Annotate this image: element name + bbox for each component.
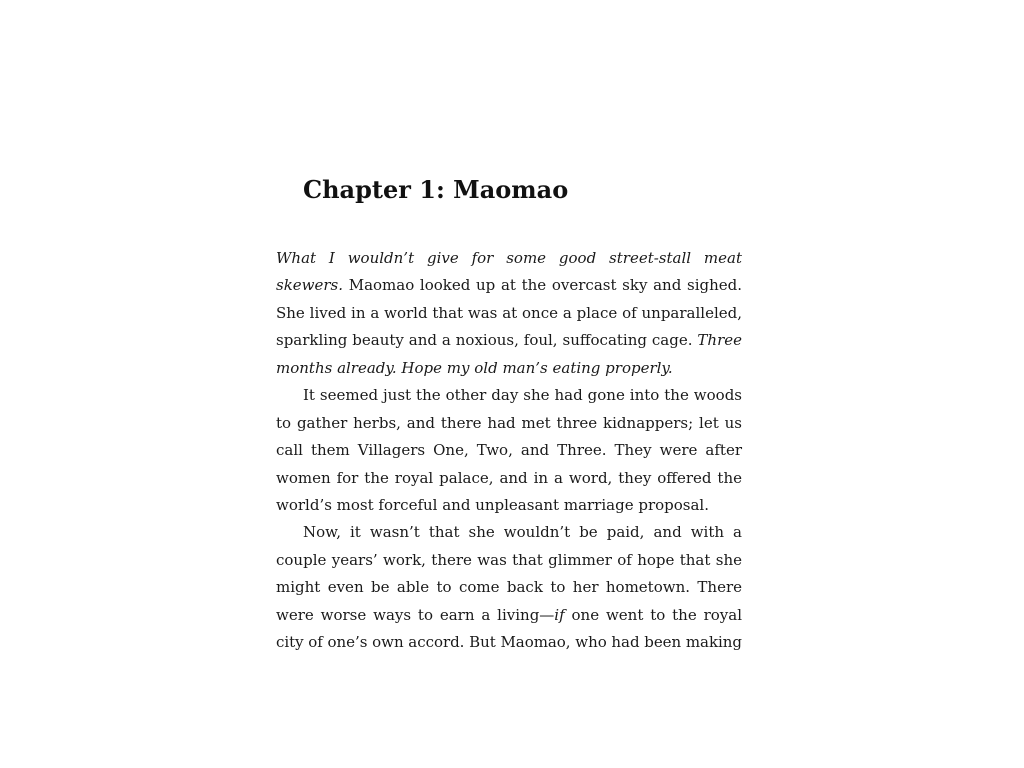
- text-run: Now, it wasn’t that she wouldn’t be paid, and with a: [303, 523, 742, 542]
- chapter-title: Chapter 1: Maomao: [303, 175, 569, 204]
- text-line: [276, 410, 742, 437]
- chapter-body: [276, 245, 742, 657]
- italic-text: skewers.: [276, 276, 344, 295]
- text-run: one went to the royal: [564, 605, 742, 624]
- text-run: call them Villagers One, Two, and Three. They were after: [276, 441, 742, 460]
- text-run: It seemed just the other day she had gone into the woods: [303, 386, 742, 405]
- italic-text: Three: [697, 331, 742, 350]
- text-line: [276, 382, 742, 409]
- text-line: [276, 629, 742, 656]
- text-line: [276, 492, 742, 519]
- paragraph: [276, 519, 742, 656]
- text-line: [276, 519, 742, 546]
- text-run: sparkling beauty and a noxious, foul, suffocating cage.: [276, 331, 698, 350]
- text-run: to gather herbs, and there had met three kidnappers; let us: [276, 413, 742, 432]
- paragraph: [276, 382, 742, 519]
- text-run: city of one’s own accord. But Maomao, who had been making: [276, 633, 742, 652]
- text-run: were worse ways to earn a living—: [276, 605, 555, 624]
- text-run: might even be able to come back to her hometown. There: [276, 578, 742, 597]
- text-line: [276, 327, 742, 354]
- italic-text: months already. Hope my old man’s eating properly.: [276, 358, 673, 377]
- italic-text: What I wouldn’t give for some good street-stall meat: [276, 249, 742, 267]
- text-run: world’s most forceful and unpleasant marriage proposal.: [276, 495, 709, 514]
- paragraph: [276, 245, 742, 382]
- italic-text: if: [554, 605, 565, 624]
- text-line: [276, 547, 742, 574]
- text-line: [276, 465, 742, 492]
- text-line: [276, 355, 742, 382]
- text-run: She lived in a world that was at once a place of unparalleled,: [276, 303, 742, 322]
- text-line: [276, 300, 742, 327]
- text-line: [276, 574, 742, 601]
- text-run: women for the royal palace, and in a word, they offered the: [276, 468, 742, 487]
- text-line: [276, 272, 742, 299]
- text-run: couple years’ work, there was that glimmer of hope that she: [276, 550, 742, 569]
- text-line: [276, 437, 742, 464]
- text-run: Maomao looked up at the overcast sky and sighed.: [343, 276, 742, 295]
- text-line: [276, 602, 742, 629]
- text-line: [276, 245, 742, 272]
